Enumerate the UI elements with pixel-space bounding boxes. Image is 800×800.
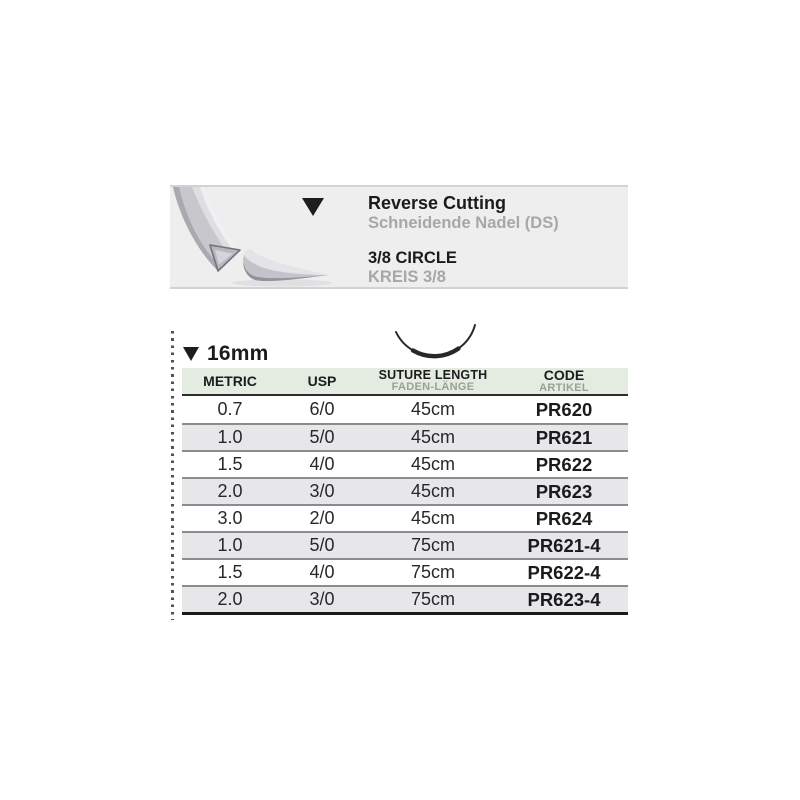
margin-dotted-line — [171, 331, 174, 620]
cell-metric: 1.5 — [217, 562, 243, 582]
table-header-row — [182, 368, 628, 396]
cell-suture-length: 45cm — [410, 508, 455, 528]
cell-code: PR622 — [535, 453, 593, 475]
needle-type-text-block — [368, 194, 559, 286]
needle-info-panel — [170, 185, 628, 289]
cell-metric: 1.0 — [217, 535, 243, 555]
cell-code: PR623 — [535, 480, 593, 502]
needle-type-en: Reverse Cutting — [368, 193, 507, 213]
cell-metric: 0.7 — [217, 399, 243, 419]
cell-code: PR623-4 — [527, 588, 601, 610]
needle-size-marker-icon — [183, 347, 199, 361]
cell-usp: 5/0 — [309, 427, 335, 447]
cell-suture-length: 45cm — [410, 454, 455, 474]
cell-usp: 2/0 — [309, 508, 335, 528]
cell-usp: 6/0 — [309, 399, 335, 419]
column-sublabel: ARTIKEL — [539, 381, 589, 394]
cell-code: PR624 — [535, 507, 593, 529]
column-label: USP — [307, 372, 337, 389]
cell-suture-length: 45cm — [410, 399, 455, 419]
suture-product-table — [182, 368, 628, 615]
cell-code: PR621-4 — [527, 534, 601, 556]
cell-suture-length: 45cm — [410, 481, 455, 501]
table-row — [182, 477, 628, 504]
cell-suture-length: 75cm — [410, 562, 455, 582]
cell-usp: 5/0 — [309, 535, 335, 555]
cell-code: PR622-4 — [527, 561, 601, 583]
cell-suture-length: 75cm — [410, 589, 455, 609]
column-label: SUTURE LENGTH — [378, 368, 488, 382]
cell-code: PR620 — [535, 398, 593, 420]
cell-suture-length: 45cm — [410, 427, 455, 447]
table-row — [182, 396, 628, 423]
needle-size-text: 16mm — [207, 342, 269, 365]
needle-circle-de: KREIS 3/8 — [368, 268, 446, 286]
needle-curve-illustration — [385, 315, 485, 365]
column-header-code — [500, 366, 628, 394]
column-header-usp — [278, 372, 366, 389]
table-row — [182, 531, 628, 558]
column-sublabel: FADEN-LÄNGE — [391, 381, 475, 393]
cell-code: PR621 — [535, 426, 593, 448]
cell-usp: 3/0 — [309, 481, 335, 501]
column-label: CODE — [543, 366, 585, 383]
table-row — [182, 450, 628, 477]
cell-usp: 3/0 — [309, 589, 335, 609]
cell-metric: 3.0 — [217, 508, 243, 528]
needle-type-de: Schneidende Nadel (DS) — [368, 214, 559, 232]
needle-size-label — [183, 342, 269, 366]
cell-suture-length: 75cm — [410, 535, 455, 555]
needle-circle-en: 3/8 CIRCLE — [368, 249, 457, 267]
column-header-suture-length — [366, 369, 500, 393]
table-row — [182, 423, 628, 450]
cell-metric: 1.0 — [217, 427, 243, 447]
column-label: METRIC — [203, 372, 257, 389]
cell-metric: 1.5 — [217, 454, 243, 474]
column-header-metric — [182, 372, 278, 389]
cell-usp: 4/0 — [309, 562, 335, 582]
table-row — [182, 504, 628, 531]
cell-metric: 2.0 — [217, 481, 243, 501]
cell-metric: 2.0 — [217, 589, 243, 609]
cell-usp: 4/0 — [309, 454, 335, 474]
table-row — [182, 585, 628, 612]
table-row — [182, 558, 628, 585]
needle-point-marker-icon — [302, 198, 324, 216]
